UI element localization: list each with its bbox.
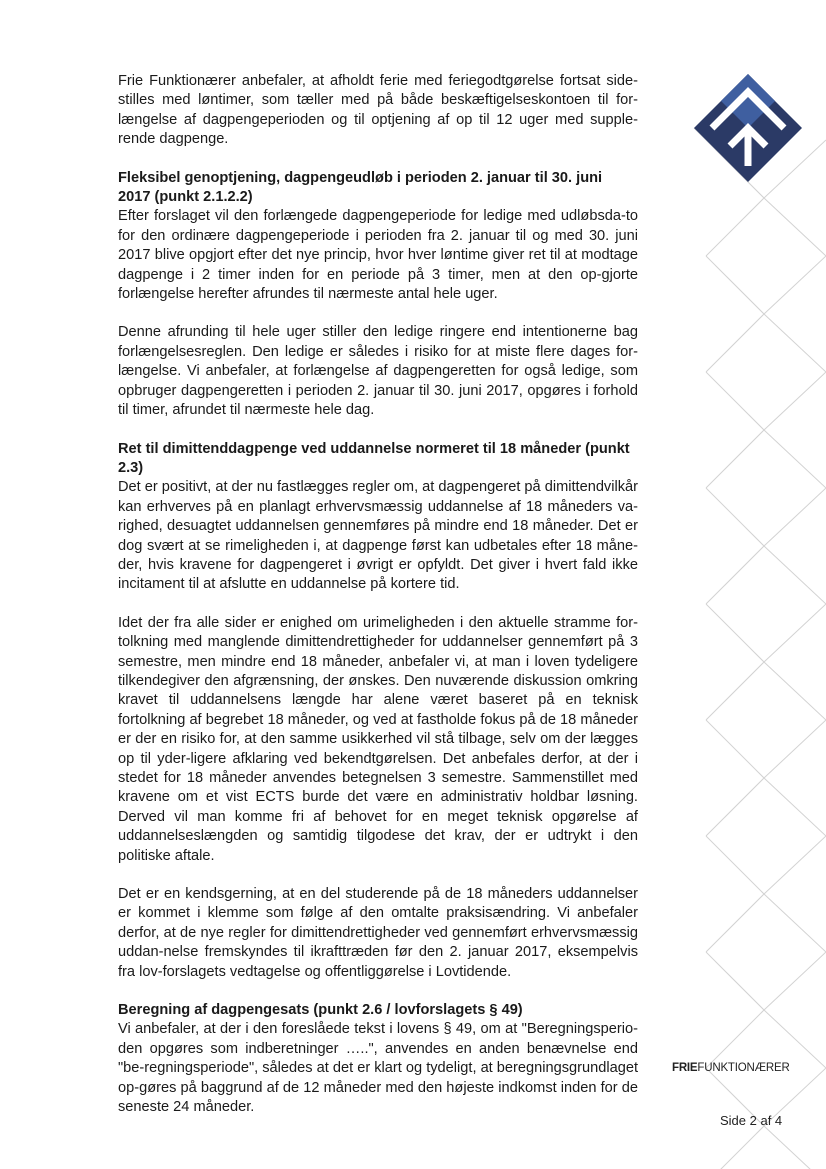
section-heading: Fleksibel genoptjening, dagpengeudløb i perioden 2. januar til 30. juni 2017 (punkt 2.1.2.2): [118, 169, 603, 206]
section-beregning-dagpengesats: [118, 1001, 638, 1117]
lattice-line: [706, 662, 764, 720]
lattice-line: [706, 894, 764, 952]
lattice-lines: [694, 128, 826, 1169]
lattice-line: [764, 198, 826, 256]
lattice-line: [764, 720, 826, 778]
lattice-line: [764, 372, 826, 430]
lattice-line: [764, 546, 826, 604]
lattice-line: [706, 778, 764, 836]
lattice-line: [706, 836, 764, 894]
lattice-line: [764, 894, 826, 952]
lattice-line: [706, 952, 764, 1010]
lattice-line: [706, 720, 764, 778]
lattice-line: [706, 372, 764, 430]
section-paragraph: Det er en kendsgerning, at en del studerende på de 18 måneders uddannelser er kommet i klemme som følge af den omtalte praksisændring. Vi anbefaler derfor, at de nye regler for dimittendrettigheder ved gennemført erhvervsmæssig uddan-nelse fremskyndes til ikrafttræden før den 2. januar 2017, eksempelvis fra lov-forslagets vedtagelse og offentliggørelse i Lovtidende.: [118, 886, 638, 980]
lattice-line: [706, 1126, 764, 1169]
lattice-line: [706, 430, 764, 488]
section-paragraph: Efter forslaget vil den forlængede dagpengeperiode for ledige med udløbsda-to for den ordinære dagpengeperiode i perioden fra 2. januar til og med 30. juni 2017 blive opgjort efter det nye princip, hvor hver løntime giver ret til at modtage dagpenge i 2 timer inden for en periode på 3 timer, men at den op-gjorte forlængelse herefter afrundes til nærmeste antal hele uger.: [118, 208, 638, 303]
section-paragraph: Denne afrunding til hele uger stiller den ledige ringere end intentionerne bag forlængelsesreglen. Den ledige er således i risiko for at miste flere dages for-længelse. Vi anbefaler, at forlængelse af dagpengeretten for også ledige, som opbruger dagpengeretten i perioden 2. januar til 30. juni 2017, opgøres i forhold til timer, afrundet til nærmeste hele dag.: [118, 324, 638, 419]
lattice-line: [764, 488, 826, 546]
page-number: Side 2 af 4: [720, 1113, 783, 1128]
lattice-line: [764, 1126, 826, 1169]
lattice-line: [764, 604, 826, 662]
section-paragraph: Idet der fra alle sider er enighed om urimeligheden i den aktuelle stramme for-tolkning med manglende dimittendrettigheder for uddannelser gennemført på 3 semestre, men mindre end 18 måneder, anbefaler vi, at man i loven tydeligere tilkendegiver den afgrænsning, der ønskes. Den nuværende diskussion omkring kravet til uddannelsens længde har alene været baseret på en teknisk fortolkning af begrebet 18 måneder, og ved at fastholde fokus på de 18 måneder er der en risiko for, at den samme usikkerhed vil stå tilbage, selv om der lægges op til yder-ligere afklaring ved bekendtgørelsen. Det anbefales derfor, at der i stedet for 18 måneder anvendes betegnelsen 3 semestre. Sammenstillet med kravene om et vist ECTS burde det være en administrativ holdbar løsning. Derved vil man komme fri af behovet for en meget teknisk opgørelse af uddannelseslængden og samtidig tilgodese det krav, der er udtrykt i den politiske aftale.: [118, 614, 638, 864]
intro-paragraph: Frie Funktionærer anbefaler, at afholdt ferie med feriegodtgørelse fortsat side-stilles med løntimer, som tæller med på både beskæftigelseskontoen til for-længelse af dagpengeperioden og til optjening af op til 12 uger med supple-rende dagpenge.: [118, 73, 638, 148]
section-fleksibel-genoptjening: [118, 169, 638, 421]
lattice-line: [706, 488, 764, 546]
lattice-line: [706, 198, 764, 256]
section-heading: Beregning af dagpengesats (punkt 2.6 / lovforslagets § 49): [118, 1002, 523, 1019]
footer-brand-logo: [672, 1062, 790, 1074]
section-paragraph: Vi anbefaler, at der i den foreslåede tekst i lovens § 49, om at "Beregningsperio-den opgøres som indberetninger …..", anvendes en anden benævnelse end "be-regningsperiode", således at det er klart og tydeligt, at beregningsgrundlaget op-gøres på baggrund af de 12 måneder med den højeste indkomst inden for de seneste 24 måneder.: [118, 1021, 638, 1116]
section-heading: Ret til dimittenddagpenge ved uddannelse normeret til 18 måneder (punkt 2.3): [118, 440, 630, 476]
document-body: [118, 72, 638, 1137]
lattice-line: [764, 314, 826, 372]
lattice-line: [706, 604, 764, 662]
lattice-line: [764, 256, 826, 314]
lattice-line: [764, 430, 826, 488]
lattice-line: [706, 256, 764, 314]
lattice-line: [706, 314, 764, 372]
section-paragraph: Det er positivt, at der nu fastlægges regler om, at dagpengeret på dimittendvilkår kan erhverves på en planlagt erhvervsmæssig uddannelse af 18 måneders va-righed, desuagtet uddannelsen gennemføres på mindre end 18 måneder. Det er dog svært at se rimeligheden i, at dagpenge først kan udbetales efter 18 måne-der, hvis kravene for dagpengeret i øvrigt er opfyldt. Det giver i hvert fald ikke incitament til at afslutte en uddannelse på kortere tid.: [118, 479, 638, 593]
lattice-line: [764, 1010, 826, 1068]
lattice-line: [764, 836, 826, 894]
lattice-line: [706, 1010, 764, 1068]
lattice-line: [764, 952, 826, 1010]
brand-bold-text: FRIE: [672, 1062, 698, 1074]
lattice-line: [706, 546, 764, 604]
section-dimittenddagpenge: [118, 440, 638, 983]
brand-regular-text: FUNKTIONÆRER: [697, 1062, 790, 1074]
lattice-line: [764, 778, 826, 836]
lattice-line: [764, 662, 826, 720]
logo-mark-icon: [694, 74, 802, 182]
